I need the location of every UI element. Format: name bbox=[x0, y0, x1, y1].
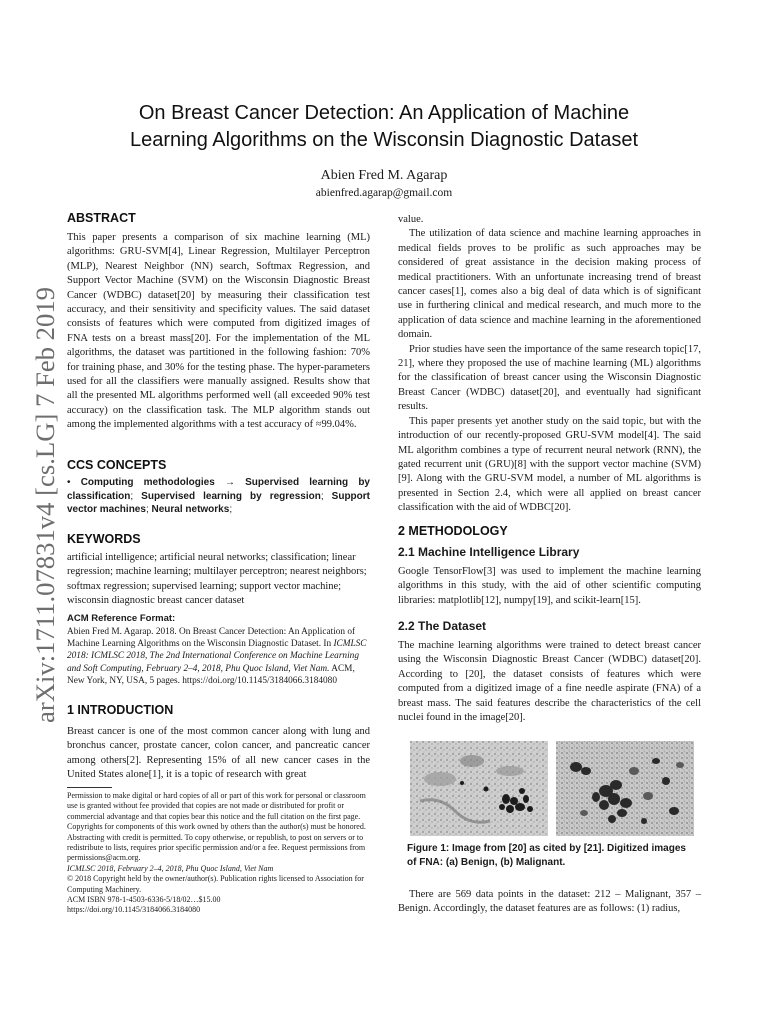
introduction-text: Breast cancer is one of the most common cancer along with lung and bronchus cancer, prostate cancer, colon cancer, and pancreatic cancer among others[2]. Representing 15% of all new cancer cases in the United States alone[1], it is a topic of research with great bbox=[67, 726, 370, 781]
footnote-block bbox=[67, 791, 370, 916]
ccs-text: • Computing methodologies → Supervised learning by classification; Supervised learning by regression; Support vector machines; Neural networks; bbox=[67, 477, 370, 515]
intro-continuation: value. bbox=[398, 214, 424, 225]
arxiv-stamp-text: arXiv:1711.07831v4 [cs.LG] 7 Feb 2019 bbox=[31, 297, 60, 723]
figure-caption: Figure 1: Image from [20] as cited by [21]. Digitized images of FNA: (a) Benign, (b) Malignant. bbox=[407, 843, 686, 868]
ccs-concept-5: Neural networks bbox=[151, 504, 230, 515]
footnote-copyright: © 2018 Copyright held by the owner/author(s). Publication rights licensed to Association for Computing Machinery. bbox=[67, 874, 364, 894]
acm-reference-venue: ICMLSC 2018: ICMLSC 2018, The 2nd International Conference on Machine Learning and Soft Computing, February 2–4, 2018, Phu Quoc Island, Viet Nam. bbox=[67, 639, 367, 674]
section-2-1 bbox=[398, 545, 701, 608]
abstract-heading: ABSTRACT bbox=[67, 211, 136, 225]
footnote-isbn: ACM ISBN 978-1-4503-6336-5/18/02…$15.00 bbox=[67, 895, 221, 905]
ccs-concept-4: Support vector machines bbox=[67, 490, 370, 515]
acm-reference-text bbox=[67, 626, 370, 687]
benign-fna-image bbox=[410, 741, 548, 836]
paper-title bbox=[60, 100, 708, 154]
introduction-heading: 1 INTRODUCTION bbox=[67, 703, 174, 717]
malignant-fna-image bbox=[556, 741, 694, 836]
section-2-2 bbox=[398, 619, 701, 725]
ccs-arrow: → bbox=[224, 477, 235, 488]
ccs-concept-1: Computing methodologies bbox=[80, 477, 215, 488]
keywords-heading: KEYWORDS bbox=[67, 532, 141, 546]
ccs-concept-3: Supervised learning by regression bbox=[141, 490, 321, 502]
acm-reference-part1: Abien Fred M. Agarap. 2018. On Breast Cancer Detection: An Application of Machine Learning Algorithms on the Wisconsin Diagnostic Dataset. In bbox=[67, 627, 356, 650]
title-line-1: On Breast Cancer Detection: An Application of Machine bbox=[138, 102, 630, 124]
section-2-1-heading: 2.1 Machine Intelligence Library bbox=[398, 545, 580, 559]
footnote-doi: https://doi.org/10.1145/3184066.3184080 bbox=[67, 905, 201, 915]
title-line-2: Learning Algorithms on the Wisconsin Diagnostic Dataset bbox=[129, 129, 639, 151]
section-2-2-text: The machine learning algorithms were trained to detect breast cancer using the Wisconsin Diagnostic Breast Cancer (WDBC) dataset[20]. According to [20], the dataset consists of features which were computed from a digitized image of a fine needle aspirate (FNA) of a breast mass. The said features describe the characteristics of the cell nuclei found in the image[20]. bbox=[398, 640, 701, 724]
footnote-rule bbox=[67, 787, 112, 788]
footnote-conference: ICMLSC 2018, February 2–4, 2018, Phu Quoc Island, Viet Nam bbox=[67, 863, 274, 873]
dataset-paragraph: There are 569 data points in the dataset: 212 – Malignant, 357 – Benign. Accordingly, the dataset features are as follows: (1) radius, bbox=[398, 889, 701, 915]
introduction-section bbox=[67, 703, 370, 783]
ccs-concept-2: Supervised learning by classification bbox=[67, 477, 370, 502]
intro-paragraph-4: This paper presents yet another study on the said topic, but with the introduction of our recently-proposed GRU-SVM model[4]. The said ML algorithm combines a type of recurrent neural network (RNN), the gated recurrent unit (GRU)[8] with the support vector machine (SVM)[9]. Along with the GRU-SVM model, a number of ML algorithms is presented in Section 2.4, which were all applied on breast cancer classification with the aid of WDBC[20]. bbox=[398, 415, 701, 514]
arxiv-stamp bbox=[20, 283, 63, 728]
acm-reference-section bbox=[67, 613, 370, 687]
right-column-intro bbox=[398, 213, 701, 516]
methodology-heading: 2 METHODOLOGY bbox=[398, 524, 508, 538]
section-2-1-text: Google TensorFlow[3] was used to implement the machine learning algorithms in this study, with the aid of other scientific computing libraries: matplotlib[12], numpy[19], and scikit-learn[15]. bbox=[398, 566, 701, 606]
intro-paragraph-3: Prior studies have seen the importance of the same research topic[17, 21], where they proposed the use of machine learning (ML) algorithms for the classification of breast cancer using the Wisconsin Diagnostic Breast Cancer (WDBC) dataset[20], and eventually had significant results. bbox=[398, 343, 701, 413]
section-2-2-heading: 2.2 The Dataset bbox=[398, 619, 487, 633]
dataset-continuation bbox=[398, 888, 701, 917]
acm-reference-heading: ACM Reference Format: bbox=[67, 613, 176, 624]
author-email: abienfred.agarap@gmail.com bbox=[315, 187, 453, 199]
author-name: Abien Fred M. Agarap bbox=[320, 168, 448, 183]
ccs-bullet: • bbox=[67, 477, 71, 488]
abstract-text: This paper presents a comparison of six machine learning (ML) algorithms: GRU-SVM[4], Linear Regression, Multilayer Perceptron (MLP), Nearest Neighbor (NN) search, Softmax Regression, and Support Vector Machine (SVM) on the Wisconsin Diagnostic Breast Cancer (WDBC) dataset[20] by measuring their classification test accuracy, and their sensitivity and specificity values. The said dataset consists of features which were computed from digitized images of FNA tests on a breast mass[20]. For the implementation of the ML algorithms, the dataset was partitioned in the following fashion: 70% for training phase, and 30% for the testing phase. The hyper-parameters used for all the classifiers were manually assigned. Results show that all the presented ML algorithms performed well (all exceeded 90% test accuracy) on the classification task. The MLP algorithm stands out among the implemented algorithms with a test accuracy of ≈99.04%. bbox=[67, 232, 370, 431]
intro-paragraph-2: The utilization of data science and machine learning approaches in medical fields proves to be prolific as such approaches may be considered of great assistance in the decision making process of medical practitioners. With an unfortunate increasing trend of breast cancer cases[1], comes also a big deal of data which is of significant use in furthering clinical and medical research, and much more to the application of data science and machine learning in the aforementioned domain. bbox=[398, 228, 701, 341]
methodology-section bbox=[398, 524, 701, 538]
acm-reference-part2: ACM, New York, NY, USA, 5 pages. https://doi.org/10.1145/3184066.3184080 bbox=[67, 663, 355, 686]
ccs-section bbox=[67, 458, 370, 517]
footnote-permission: Permission to make digital or hard copies of all or part of this work for personal or classroom use is granted without fee provided that copies are not made or distributed for profit or commercial advantage and that copies bear this notice and the full citation on the first page. Copyrights for components of this work owned by others than the author(s) must be honored. Abstracting with credit is permitted. To copy otherwise, or republish, to post on servers or to redistribute to lists, requires prior specific permission and/or a fee. Request permissions from permissions@acm.org. bbox=[67, 791, 366, 863]
keywords-text: artificial intelligence; artificial neural networks; classification; linear regression; machine learning; multilayer perceptron; nearest neighbors; softmax regression; supervised learning; support vector machine; wisconsin diagnostic breast cancer dataset bbox=[67, 552, 367, 607]
ccs-heading: CCS CONCEPTS bbox=[67, 458, 167, 472]
keywords-section bbox=[67, 532, 370, 609]
abstract-section bbox=[67, 211, 370, 433]
